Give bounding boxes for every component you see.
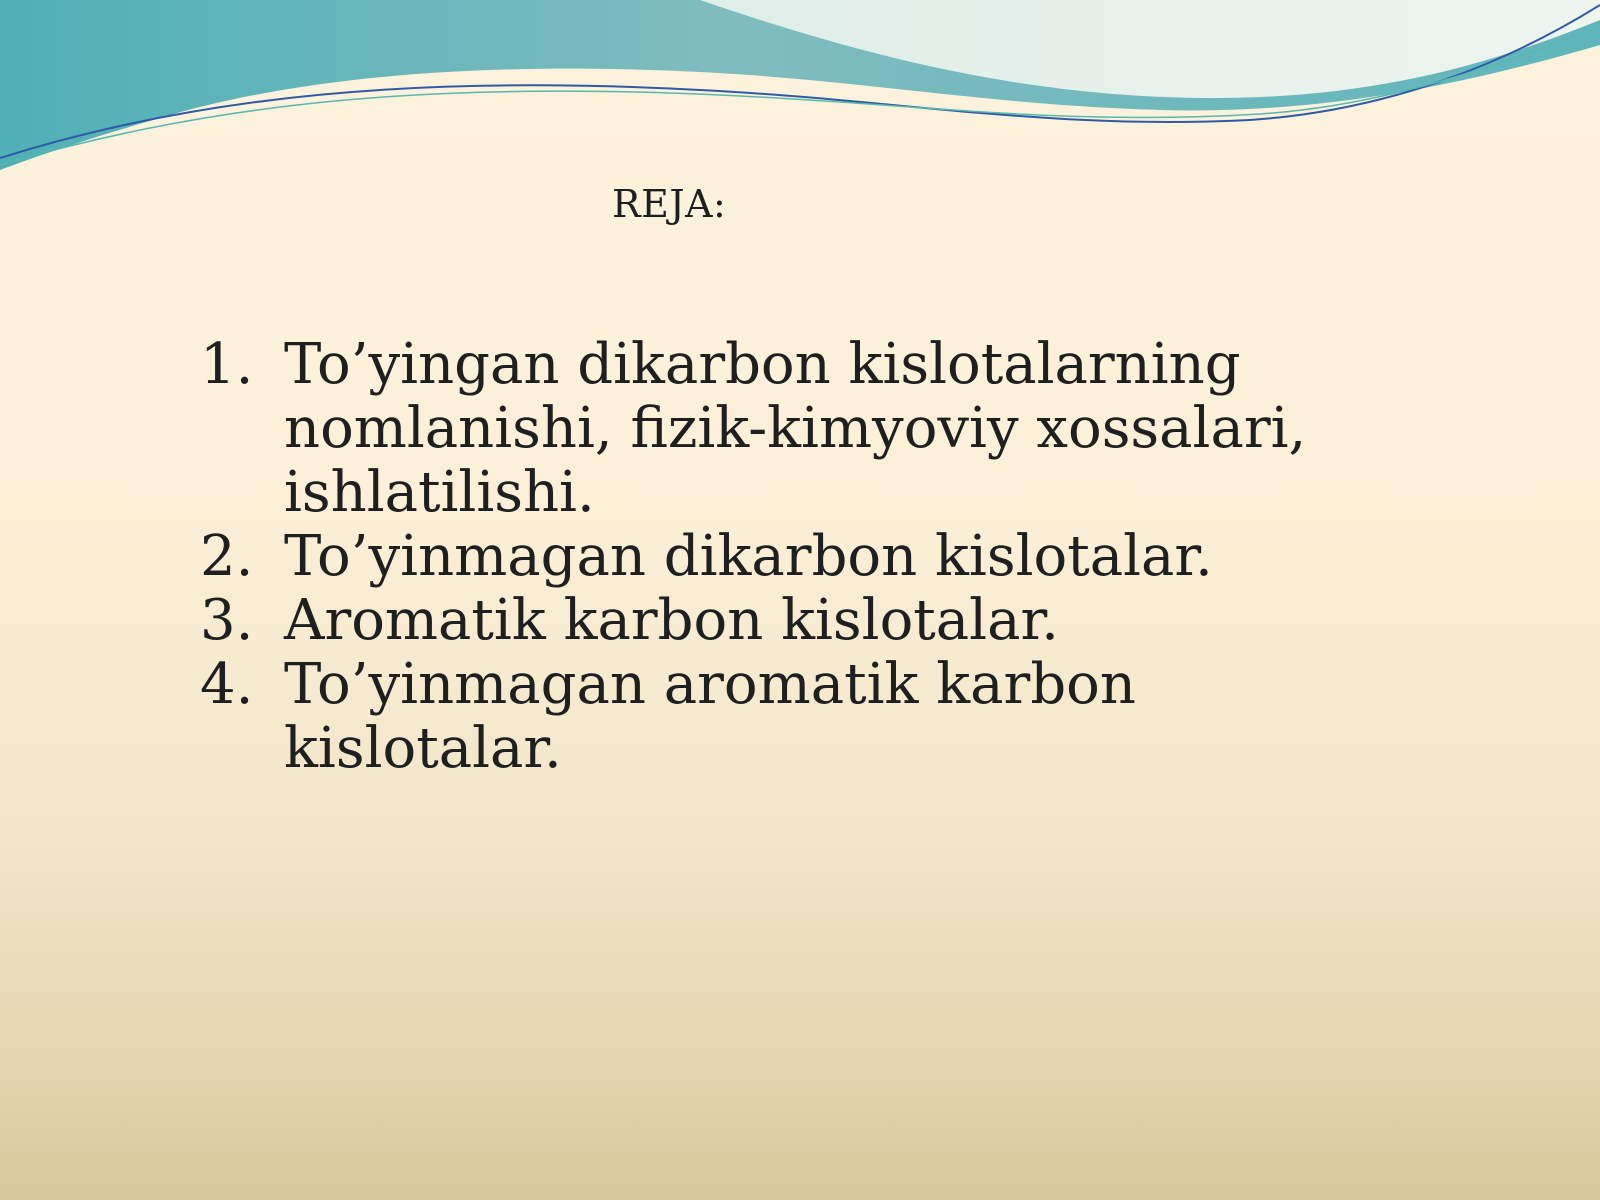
plan-item-text: To’yinmagan dikarbon kislotalar. <box>284 524 1213 589</box>
plan-item-3 <box>200 589 1340 653</box>
plan-list <box>200 333 1340 781</box>
plan-item-text: To’yingan dikarbon kislotalarning nomlanishi, fizik-kimyoviy xossalari, ishlatilishi. <box>284 332 1307 525</box>
plan-item-2 <box>200 525 1340 589</box>
slide-title: REJA: <box>612 182 727 226</box>
plan-item-number: 4. <box>200 652 254 717</box>
plan-item-1 <box>200 333 1340 525</box>
plan-item-4 <box>200 653 1340 781</box>
plan-item-number: 3. <box>200 588 254 653</box>
plan-item-text: To’yinmagan aromatik karbon kislotalar. <box>284 652 1136 781</box>
plan-item-number: 1. <box>200 332 254 397</box>
wave-header-decoration <box>0 0 1600 200</box>
plan-item-text: Aromatik karbon kislotalar. <box>284 588 1059 653</box>
plan-item-number: 2. <box>200 524 254 589</box>
